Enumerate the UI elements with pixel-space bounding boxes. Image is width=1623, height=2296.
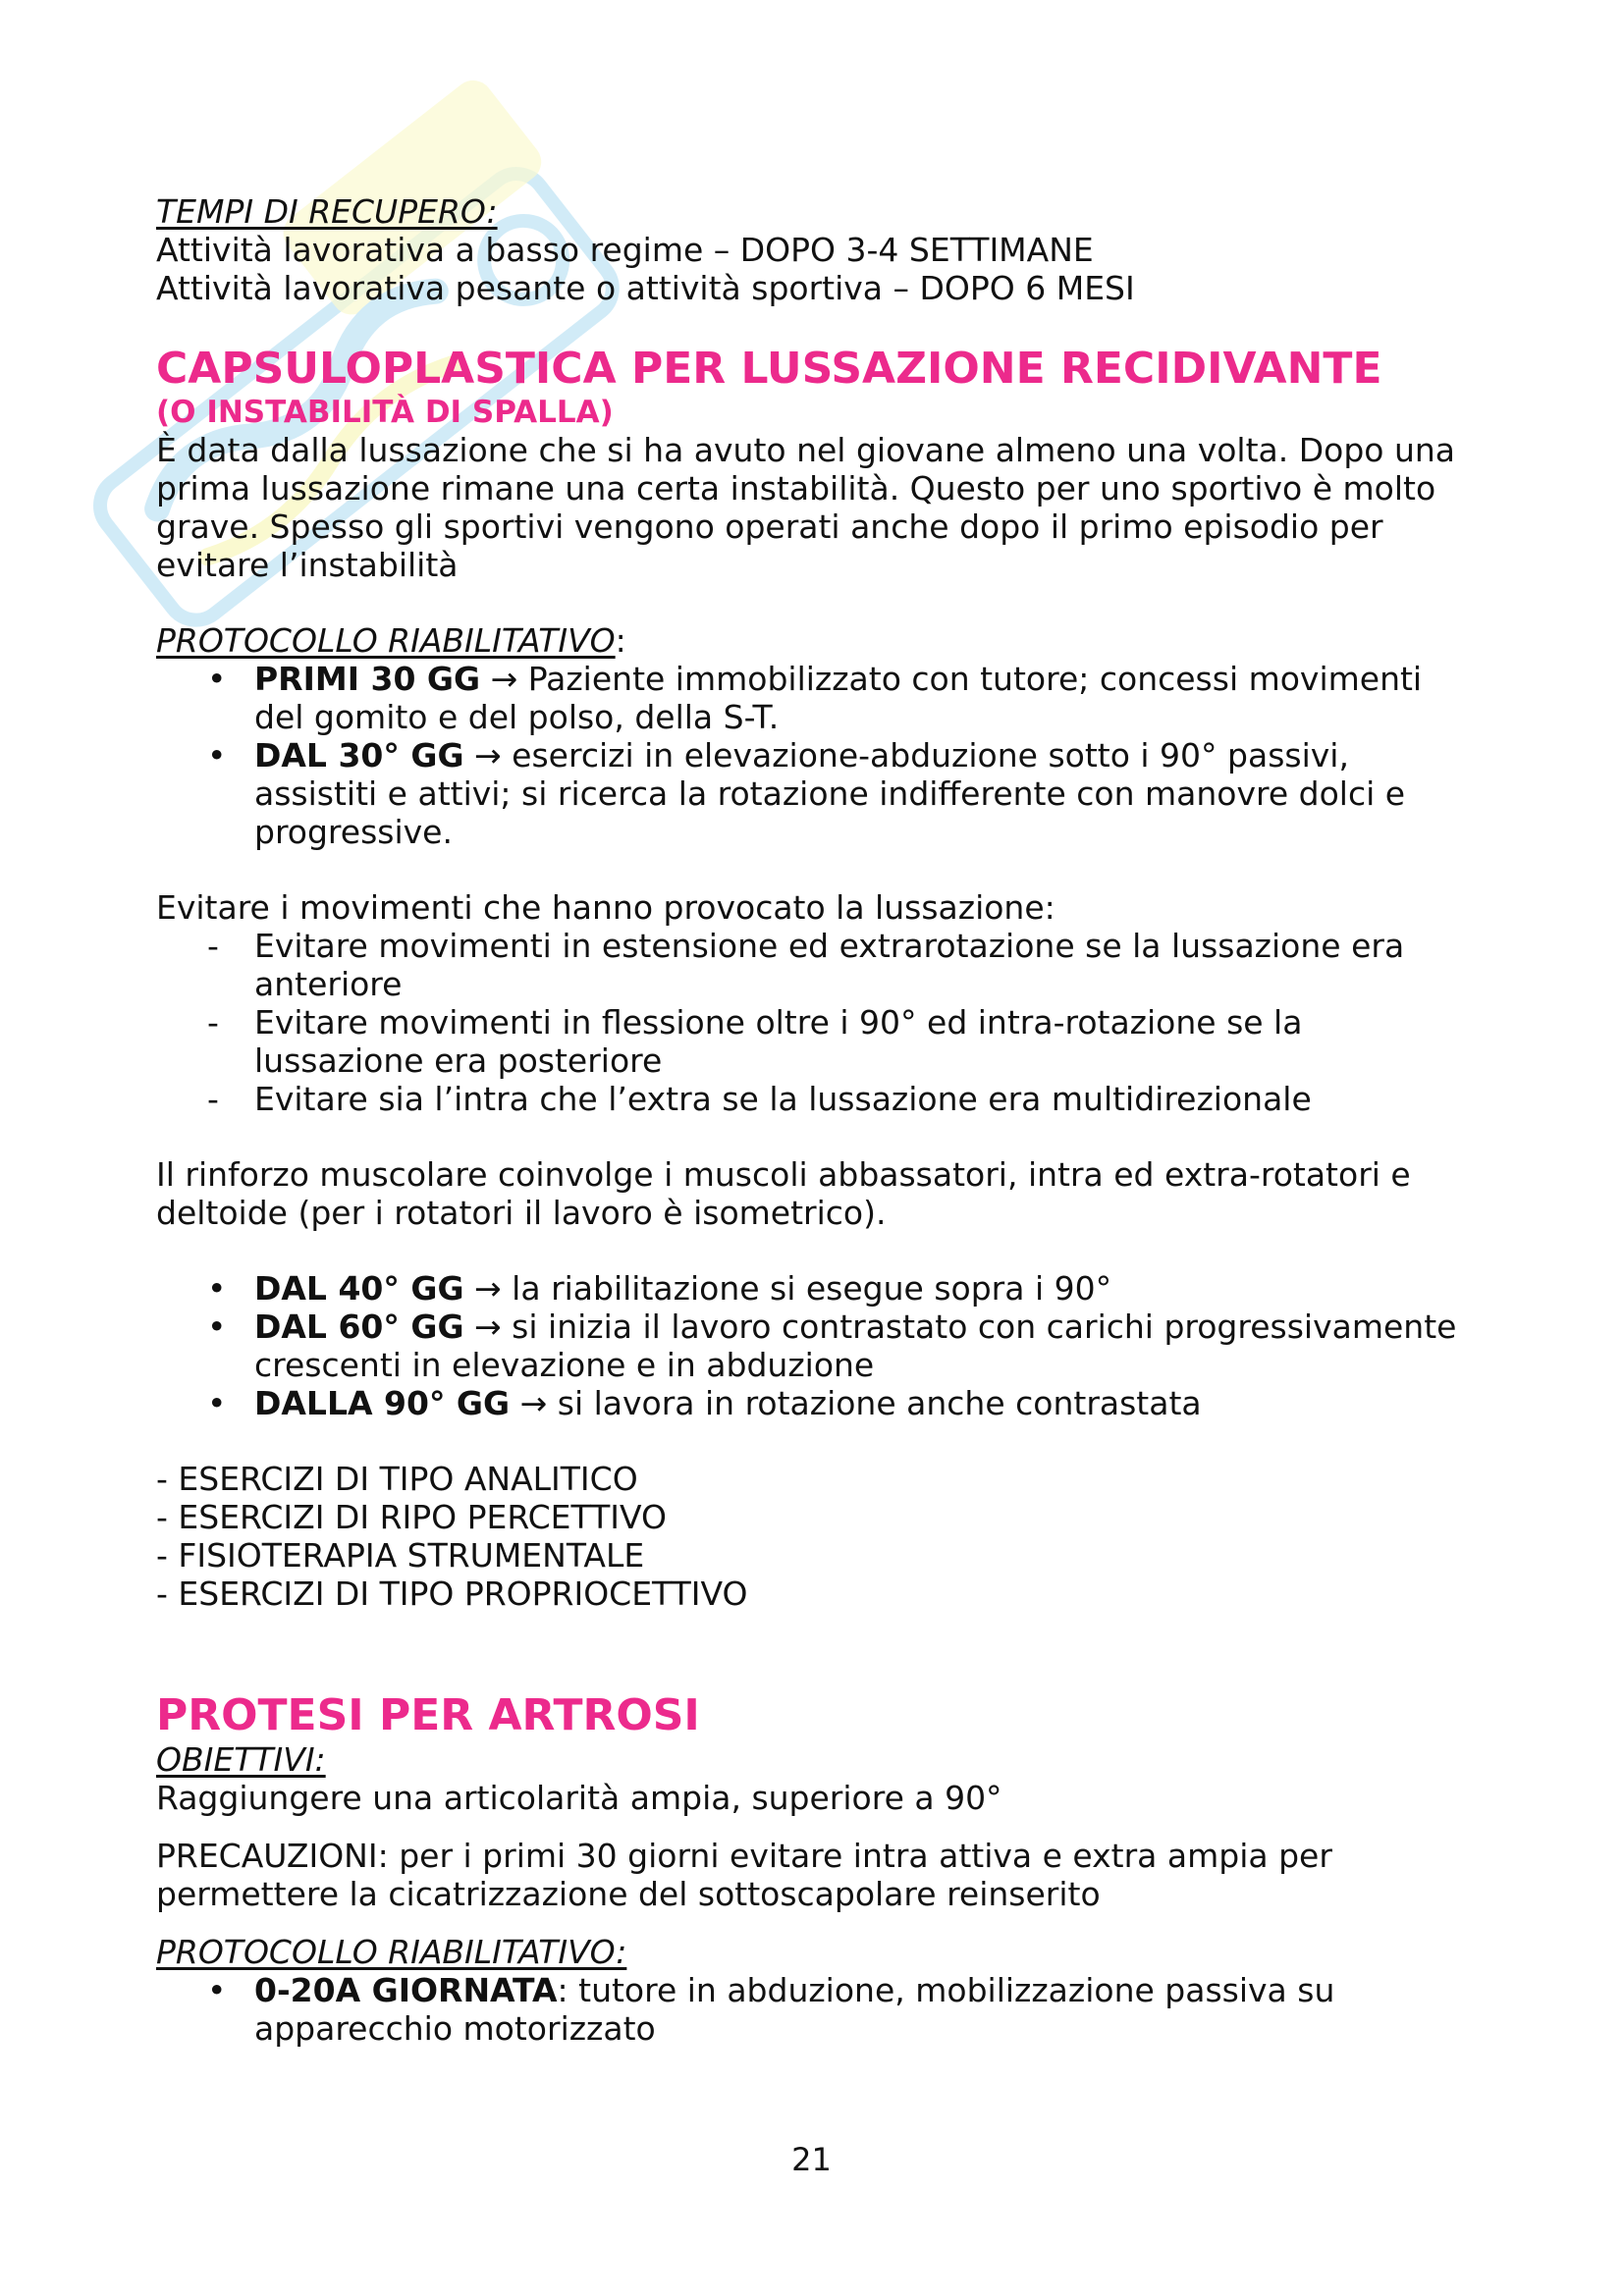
bullet-text: → si lavora in rotazione anche contrastata [519, 1384, 1202, 1422]
recovery-label: TEMPI DI RECUPERO: [156, 192, 498, 231]
precautions-line: PRECAUZIONI: per i primi 30 giorni evitare intra attiva e extra ampia per [156, 1837, 1332, 1875]
bullet-bold: DAL 60° GG [254, 1308, 464, 1346]
bullet-bold: 0-20A GIORNATA [254, 1971, 558, 2009]
exercise-line: - ESERCIZI DI RIPO PERCETTIVO [156, 1498, 667, 1536]
exercise-line: - ESERCIZI DI TIPO ANALITICO [156, 1460, 638, 1498]
bullet-text: progressive. [254, 813, 453, 851]
bullet-text: → la riabilitazione si esegue sopra i 90° [474, 1269, 1112, 1308]
avoid-text: Evitare movimenti in estensione ed extrarotazione se la lussazione era [254, 927, 1405, 965]
bullet-text: crescenti in elevazione e in abduzione [254, 1346, 875, 1384]
avoid-intro: Evitare i movimenti che hanno provocato la lussazione: [156, 888, 1055, 927]
bullet-bold: DALLA 90° GG [254, 1384, 511, 1422]
phases-list [156, 1269, 1511, 1422]
bullet-icon: • [207, 736, 227, 774]
dash-icon: - [207, 1080, 219, 1118]
list-item [156, 1971, 1511, 2048]
bullet-text: → si inizia il lavoro contrastato con carichi progressivamente [474, 1308, 1457, 1346]
bullet-bold: DAL 30° GG [254, 736, 464, 774]
bullet-text: → esercizi in elevazione-abduzione sotto i 90° passivi, [474, 736, 1349, 774]
objectives-label: OBIETTIVI: [156, 1740, 326, 1779]
bullet-text: → Paziente immobilizzato con tutore; concessi movimenti [490, 660, 1423, 698]
list-item [156, 1384, 1511, 1422]
bullet-icon: • [207, 1384, 227, 1422]
page-content [156, 192, 1511, 2048]
capsuloplastica-heading: CAPSULOPLASTICA PER LUSSAZIONE RECIDIVANTE [156, 344, 1382, 394]
avoid-list [156, 927, 1511, 1118]
bullet-icon: • [207, 1308, 227, 1346]
avoid-text: anteriore [254, 965, 403, 1003]
bullet-bold: DAL 40° GG [254, 1269, 464, 1308]
protocol-list [156, 660, 1511, 851]
list-item [156, 736, 1511, 851]
bullet-text: assistiti e attivi; si ricerca la rotazione indifferente con manovre dolci e [254, 774, 1406, 813]
list-item [156, 1080, 1511, 1118]
bullet-text: apparecchio motorizzato [254, 2009, 656, 2048]
bullet-icon: • [207, 1971, 227, 2009]
dash-icon: - [207, 1003, 219, 1041]
protesi-protocol-list [156, 1971, 1511, 2048]
avoid-text: Evitare sia l’intra che l’extra se la lussazione era multidirezionale [254, 1080, 1312, 1118]
avoid-text: lussazione era posteriore [254, 1041, 663, 1080]
bullet-text: del gomito e del polso, della S-T. [254, 698, 780, 736]
precautions-line: permettere la cicatrizzazione del sottoscapolare reinserito [156, 1875, 1101, 1913]
bullet-icon: • [207, 1269, 227, 1308]
reinforce-line: deltoide (per i rotatori il lavoro è isometrico). [156, 1194, 887, 1232]
objective-line: Raggiungere una articolarità ampia, superiore a 90° [156, 1779, 1002, 1817]
list-item [156, 1308, 1511, 1384]
intro-line: grave. Spesso gli sportivi vengono operati anche dopo il primo episodio per [156, 507, 1383, 546]
protocol-colon: : [615, 621, 626, 660]
intro-line: È data dalla lussazione che si ha avuto nel giovane almeno una volta. Dopo una [156, 431, 1455, 469]
protocol-label: PROTOCOLLO RIABILITATIVO [156, 621, 616, 660]
recovery-line: Attività lavorativa pesante o attività sportiva – DOPO 6 MESI [156, 269, 1135, 307]
bullet-bold: PRIMI 30 GG [254, 660, 481, 698]
list-item [156, 660, 1511, 736]
bullet-icon: • [207, 660, 227, 698]
page-number: 21 [791, 2141, 832, 2178]
list-item [156, 1269, 1511, 1308]
bullet-text: : tutore in abduzione, mobilizzazione passiva su [557, 1971, 1335, 2009]
reinforce-line: Il rinforzo muscolare coinvolge i muscoli abbassatori, intra ed extra-rotatori e [156, 1155, 1411, 1194]
protesi-protocol-label: PROTOCOLLO RIABILITATIVO: [156, 1933, 627, 1971]
intro-line: prima lussazione rimane una certa instabilità. Questo per uno sportivo è molto [156, 469, 1436, 507]
exercise-line: - FISIOTERAPIA STRUMENTALE [156, 1536, 645, 1575]
protocol-label-row [156, 621, 1511, 660]
avoid-text: Evitare movimenti in flessione oltre i 90° ed intra-rotazione se la [254, 1003, 1303, 1041]
list-item [156, 1003, 1511, 1080]
recovery-line: Attività lavorativa a basso regime – DOPO 3-4 SETTIMANE [156, 231, 1094, 269]
exercise-line: - ESERCIZI DI TIPO PROPRIOCETTIVO [156, 1575, 748, 1613]
list-item [156, 927, 1511, 1003]
protesi-heading: PROTESI PER ARTROSI [156, 1690, 700, 1740]
intro-line: evitare l’instabilità [156, 546, 459, 584]
dash-icon: - [207, 927, 219, 965]
capsuloplastica-subheading: (O INSTABILITÀ DI SPALLA) [156, 395, 614, 430]
